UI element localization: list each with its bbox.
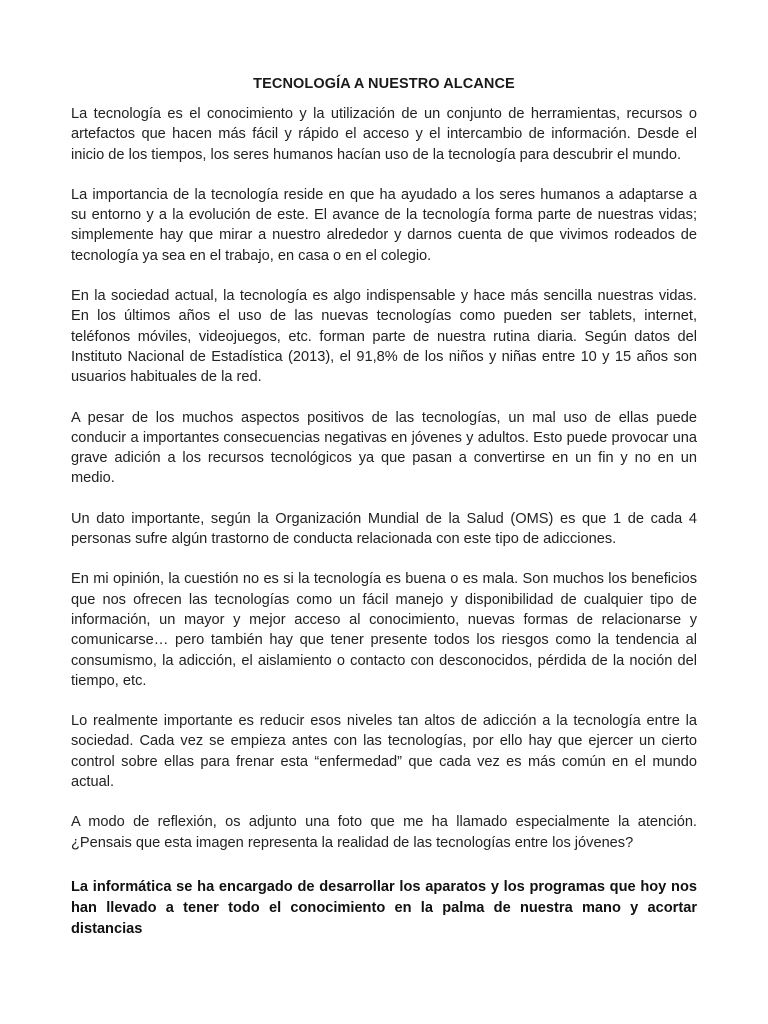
paragraph-reflection: A modo de reflexión, os adjunto una foto que me ha llamado especialmente la atención. ¿Pensais que esta imagen representa la realidad de las tecnologías entre los jóvenes?: [71, 814, 697, 851]
paragraph-current-society: En la sociedad actual, la tecnología es algo indispensable y hace más sencilla nuestras vidas. En los últimos años el uso de las nuevas tecnologías como pueden ser tablets, internet, teléfonos móviles, videojuegos, etc. forman parte de nuestra rutina diaria. Según datos del Instituto Nacional de Estadística (2013), el 91,8% de los niños y niñas entre 10 y 15 años son usuarios habituales de la red.: [71, 288, 697, 386]
paragraph-reduce-addiction: Lo realmente importante es reducir esos niveles tan altos de adicción a la tecnología entre la sociedad. Cada vez se empieza antes con las tecnologías, por ello hay que ejercer un cierto control sobre ellas para frenar esta “enfermedad” que cada vez es más común en el mundo actual.: [71, 713, 697, 791]
paragraph-oms-data: Un dato importante, según la Organización Mundial de la Salud (OMS) es que 1 de cada 4 personas sufre algún trastorno de conducta relacionada con este tipo de adicciones.: [71, 510, 697, 548]
paragraph-opinion: En mi opinión, la cuestión no es si la tecnología es buena o es mala. Son muchos los beneficios que nos ofrecen las tecnologías como un fácil manejo y disponibilidad de cualquier tipo de información, un mayor y mejor acceso al conocimiento, nuevas formas de relacionarse y comunicarse… pero también hay que tener presente todos los riesgos como la tendencia al consumismo, la adicción, el aislamiento o contacto con desconocidos, pérdida de la noción del tiempo, etc.: [71, 571, 697, 689]
paragraph-negative-consequences: A pesar de los muchos aspectos positivos de las tecnologías, un mal uso de ellas puede conducir a importantes consecuencias negativas en jóvenes y adultos. Esto puede provocar una grave adición a los recursos tecnológicos ya que pasan a convertirse en un fin y no en un medio.: [71, 409, 697, 487]
document-title: TECNOLOGÍA A NUESTRO ALCANCE: [253, 76, 515, 92]
document-page: [71, 74, 697, 940]
paragraph-bold-informatics: La informática se ha encargado de desarrollar los aparatos y los programas que hoy nos han llevado a tener todo el conocimiento en la palma de nuestra mano y acortar distancias: [71, 878, 697, 937]
paragraph-importance: La importancia de la tecnología reside en que ha ayudado a los seres humanos a adaptarse a su entorno y a la evolución de este. El avance de la tecnología forma parte de nuestras vidas; simplemente hay que mirar a nuestro alrededor y darnos cuenta de que vivimos rodeados de tecnología ya sea en el trabajo, en casa o en el colegio.: [71, 186, 697, 264]
paragraph-definition: La tecnología es el conocimiento y la utilización de un conjunto de herramientas, recursos o artefactos que hacen más fácil y rápido el acceso y el intercambio de información. Desde el inicio de los tiempos, los seres humanos hacían uso de la tecnología para descubrir el mundo.: [71, 106, 697, 163]
